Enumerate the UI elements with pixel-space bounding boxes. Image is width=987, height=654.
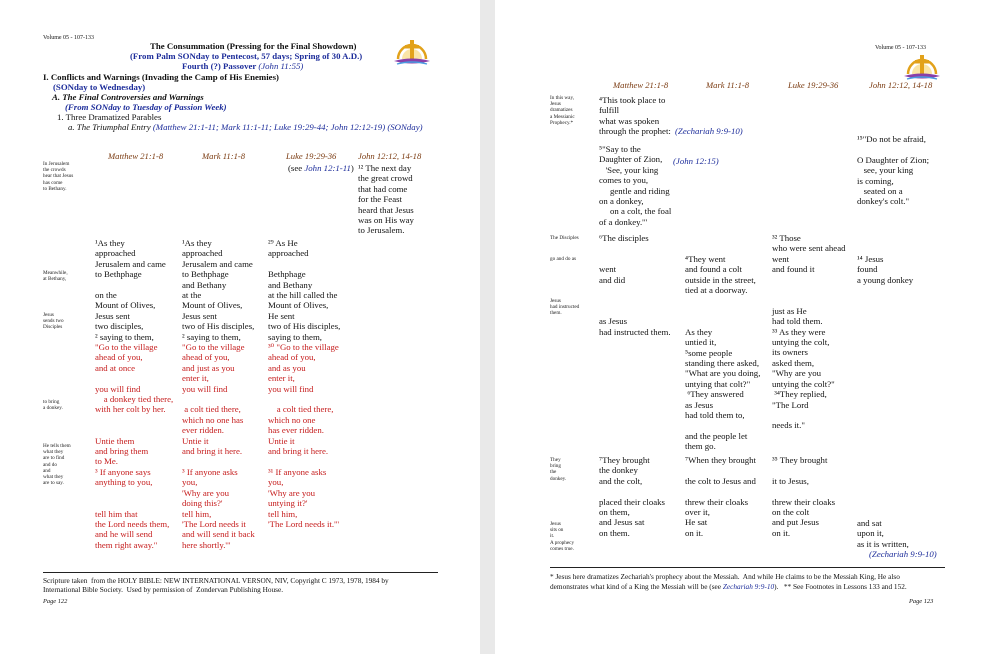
john-text: ¹² The next day the great crowd that had come for the Feast heard that Jesus was on His way to Jerusalem. — [358, 163, 414, 236]
col-header-mark: Mark 11:1-8 — [706, 80, 750, 90]
side-note: Jesus had instructed them. — [550, 298, 580, 317]
outline-level-A: A. The Final Controversies and Warnings — [52, 92, 204, 102]
footnote-text: demonstrates what kind of a King the Messiah will be (see — [550, 582, 723, 591]
side-note: He tells them what they are to find and do and what they are to say. — [43, 443, 71, 487]
matthew-quote: "Go to the village ahead of you, and at once you will find a donkey tied there, with her colt by her. Untie them and bring them to Me. ³ If anyone says anything to you, tell him that the Lord needs them, and he will send them right away." — [95, 342, 174, 550]
col-header-john: John 12:12, 14-18 — [358, 151, 422, 161]
mark-text: ⁷When they brought the colt to Jesus and threw their cloaks over it, He sat on it. — [685, 455, 756, 538]
col-header-mark: Mark 11:1-8 — [202, 151, 246, 161]
john-text: ¹⁵"Do not be afraid, O Daughter of Zion; see, your king is coming, seated on a donkey's colt." — [857, 134, 930, 207]
mark-text: ⁴They went and found a colt outside in the street, tied at a doorway. As they untied it, ⁵some people standing there asked, "What are you doing, untying that colt?" ⁶They answered as Jesus had told them to, and the people let them go. — [685, 254, 761, 452]
side-note: In this way, Jesus dramatizes a Messianic Prophecy.* — [550, 95, 575, 126]
outline-level-1: I. Conflicts and Warnings (Invading the Camp of His Enemies) — [43, 72, 279, 82]
volume-label: Volume 05 - 107-133 — [43, 35, 95, 41]
outline-a-day: (SONday) — [387, 122, 423, 132]
john-text: ¹⁴ Jesus found a young donkey — [857, 254, 914, 285]
side-note: to bring a donkey. — [43, 399, 63, 412]
side-note: They bring the donkey. — [550, 457, 567, 482]
col-header-luke: Luke 19:29-36 — [788, 80, 839, 90]
matthew-text: ⁴This took place to fulfill what was spoken through the prophet: — [599, 95, 671, 137]
outline-level-1-sub: (SONday to Wednesday) — [53, 82, 146, 92]
page-subtitle: (From Palm SONday to Pentecost, 57 days; Spring of 30 A.D.) — [130, 51, 363, 61]
john-text: and sat upon it, as it is written, — [857, 518, 909, 549]
footer-divider — [43, 572, 438, 573]
volume-label: Volume 05 - 107-133 — [875, 45, 927, 51]
side-note: The Disciples — [550, 235, 579, 241]
footnote: * Jesus here dramatizes Zechariah's prophecy about the Messiah. And while He claims to be the Messiah King, He also — [550, 572, 900, 581]
page-number: Page 123 — [909, 598, 934, 605]
matthew-ref: (Zechariah 9:9-10) — [675, 126, 743, 136]
cross-sunrise-logo-icon — [392, 37, 432, 67]
cross-sunrise-logo-icon — [902, 52, 942, 82]
side-note: In Jerusalem the crowds hear that Jesus has come to Bethany. — [43, 161, 74, 192]
footnote-text: ). ** See Footnotes in Lessons 133 and 152. — [774, 582, 907, 591]
page-number: Page 122 — [43, 598, 68, 605]
matthew-text: ⁷They brought the donkey and the colt, placed their cloaks on them, and Jesus sat on them. — [599, 455, 665, 538]
col-header-matthew: Matthew 21:1-8 — [108, 151, 164, 161]
outline-level-a — [68, 122, 423, 132]
luke-see-text: (see — [288, 163, 305, 173]
john-ref: (Zechariah 9:9-10) — [869, 549, 937, 559]
left-page — [0, 0, 480, 654]
right-page — [495, 0, 987, 654]
col-header-matthew: Matthew 21:1-8 — [613, 80, 669, 90]
page-title: The Consummation (Pressing for the Final Showdown) — [150, 41, 357, 51]
matthew-text: ¹As they approached Jerusalem and came to Bethphage on the Mount of Olives, Jesus sent two disciples, ² saying to them, — [95, 238, 166, 342]
outline-level-A-sub: (From SONday to Tuesday of Passion Week) — [65, 102, 227, 112]
luke-see-ref: John 12:1-11 — [304, 163, 351, 173]
matthew-text: ⁵"Say to the Daughter of Zion, 'See, your king comes to you, gentle and riding on a donkey, on a colt, the foal of a donkey.'" — [599, 144, 672, 227]
side-note: Meanwhile, at Bethany, — [43, 270, 68, 283]
luke-text: ²⁹ As He approached Bethphage and Bethany at the hill called the Mount of Olives, He sent two of His disciples, saying to them, — [268, 238, 341, 342]
luke-text: ³⁵ They brought it to Jesus, threw their cloaks on the colt and put Jesus on it. — [772, 455, 836, 538]
mark-text: ¹As they approached Jerusalem and came to Bethphage and Bethany at the Mount of Olives, Jesus sent two of His disciples, ² saying to them, — [182, 238, 255, 342]
side-note: Jesus sends two Disciples — [43, 312, 64, 331]
passover-text: Fourth (?) Passover — [182, 61, 257, 71]
footer-divider — [550, 567, 945, 568]
luke-quote: ³⁰ "Go to the village ahead of you, and as you enter it, you will find a colt tied there, which no one has ever ridden. Untie it and bring it here. ³¹ If anyone asks you, 'Why are you untying it?' tell him, 'The Lord needs it.'" — [268, 342, 340, 529]
side-note: go and do as — [550, 256, 577, 262]
outline-level-1b: 1. Three Dramatized Parables — [57, 112, 162, 122]
outline-a-title: a. The Triumphal Entry — [68, 122, 151, 132]
luke-see-note — [288, 163, 354, 173]
footnote-ref: Zechariah 9:9-10 — [722, 582, 775, 591]
footnote — [550, 582, 907, 591]
mark-quote: "Go to the village ahead of you, and just as you enter it, you will find a colt tied there, which no one has ever ridden. Untie it and bring it here. ³ If anyone asks you, 'Why are you doing this?' tell him, 'The Lord needs it and will send it back here shortly.'" — [182, 342, 255, 550]
side-note: Jesus sits on it. A prophecy comes true. — [550, 521, 575, 552]
luke-see-end: ) — [350, 163, 354, 173]
col-header-john: John 12:12, 14-18 — [869, 80, 933, 90]
passover-ref: (John 11:55) — [258, 61, 304, 71]
outline-a-refs: (Matthew 21:1-11; Mark 11:1-11; Luke 19:29-44; John 12:12-19) — [152, 122, 386, 132]
copyright-footer: Scripture taken from the HOLY BIBLE: NEW INTERNATIONAL VERSON, NIV, Copyright C 1973, 1978, 1984 by International Bible Society. Used by permission of Zondervan Publishing House. — [43, 576, 389, 595]
matthew-text: ⁶The disciples went and did as Jesus had instructed them. — [599, 233, 671, 337]
col-header-luke: Luke 19:29-36 — [286, 151, 337, 161]
passover-line — [182, 61, 303, 71]
luke-text: ³² Those who were sent ahead went and found it just as He had told them. ³³ As they were untying the colt, its owners asked them, "Why are you untying the colt?" ³⁴They replied, "The Lord needs it." — [772, 233, 846, 431]
matthew-ref: (John 12:15) — [673, 156, 719, 166]
